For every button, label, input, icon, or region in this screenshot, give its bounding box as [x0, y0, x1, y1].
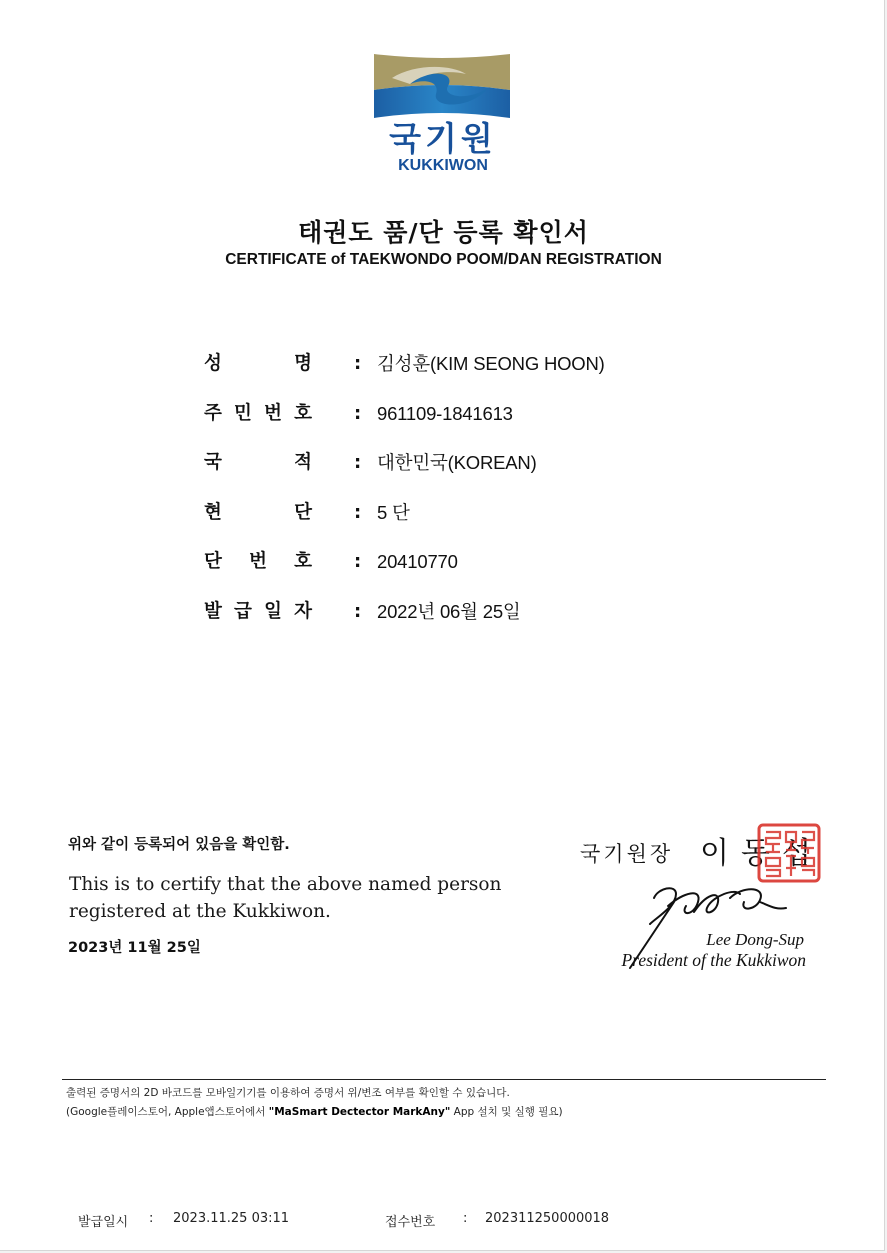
field-row-current-dan [204, 496, 764, 546]
field-value-id-number: 961109-1841613 [377, 402, 513, 424]
field-row-issue-date [204, 595, 764, 645]
certification-date: 2023년 11월 25일 [68, 940, 201, 956]
app-name: "MaSmart Dectector MarkAny" [268, 1106, 451, 1118]
field-label-dan-number: 단 번 호 [204, 551, 312, 573]
president-name-korean: 이동섭 [700, 836, 823, 871]
field-separator: : [354, 402, 362, 424]
document-title-korean: 태권도 품/단 등록 확인서 [298, 218, 589, 247]
president-title-english: President of the Kukkiwon [621, 950, 806, 970]
receipt-number-value: 202311250000018 [485, 1211, 610, 1226]
field-separator: : [354, 501, 362, 523]
field-value-name: 김성훈(KIM SEONG HOON) [377, 353, 605, 374]
document-title-english: CERTIFICATE of TAEKWONDO POOM/DAN REGISTRATION [225, 251, 662, 268]
app-instruction-note: (Google플레이스토어, Apple앱스토어에서 "MaSmart Dectector MarkAny" App 설치 및 실행 필요) [66, 1106, 563, 1118]
logo-korean-text: 국기원 [389, 119, 497, 158]
field-label-name: 성 명 [204, 353, 312, 374]
president-title-korean: 국기원장 [580, 842, 674, 866]
field-row-name [204, 347, 764, 397]
issued-datetime-value: 2023.11.25 03:11 [173, 1211, 290, 1226]
registration-fields [204, 347, 764, 645]
field-value-issue-date: 2022년 06월 25일 [377, 600, 521, 622]
certification-statement-english: This is to certify that the above named person registered at the Kukkiwon. [69, 874, 502, 922]
field-separator: : [354, 551, 362, 573]
field-value-nationality: 대한민국(KOREAN) [377, 452, 537, 474]
field-value-current-dan: 5 단 [377, 501, 410, 523]
issued-datetime-label: 발급일시 [78, 1215, 129, 1230]
kukkiwon-logo-icon [370, 50, 514, 122]
field-label-nationality: 국 적 [204, 452, 312, 474]
field-row-dan-number [204, 545, 764, 595]
field-label-id-number: 주 민 번 호 [204, 402, 312, 424]
field-row-nationality [204, 446, 764, 496]
president-name-english: Lee Dong-Sup [706, 930, 804, 949]
barcode-verification-note: 출력된 증명서의 2D 바코드를 모바일기기를 이용하여 증명서 위/변조 여부를 확인할 수 있습니다. [66, 1087, 510, 1099]
issued-datetime-separator: : [149, 1211, 154, 1226]
field-separator: : [354, 353, 362, 374]
logo-english-text: KUKKIWON [398, 157, 488, 174]
field-separator: : [354, 452, 362, 474]
field-label-current-dan: 현 단 [204, 501, 312, 523]
field-value-dan-number: 20410770 [377, 551, 458, 573]
field-label-issue-date: 발 급 일 자 [204, 600, 312, 622]
field-separator: : [354, 600, 362, 622]
field-row-id-number [204, 397, 764, 447]
certification-statement-korean: 위와 같이 등록되어 있음을 확인함. [68, 837, 290, 853]
receipt-number-label: 접수번호 [385, 1215, 436, 1230]
receipt-number-separator: : [463, 1211, 468, 1226]
footer-divider [62, 1079, 826, 1080]
